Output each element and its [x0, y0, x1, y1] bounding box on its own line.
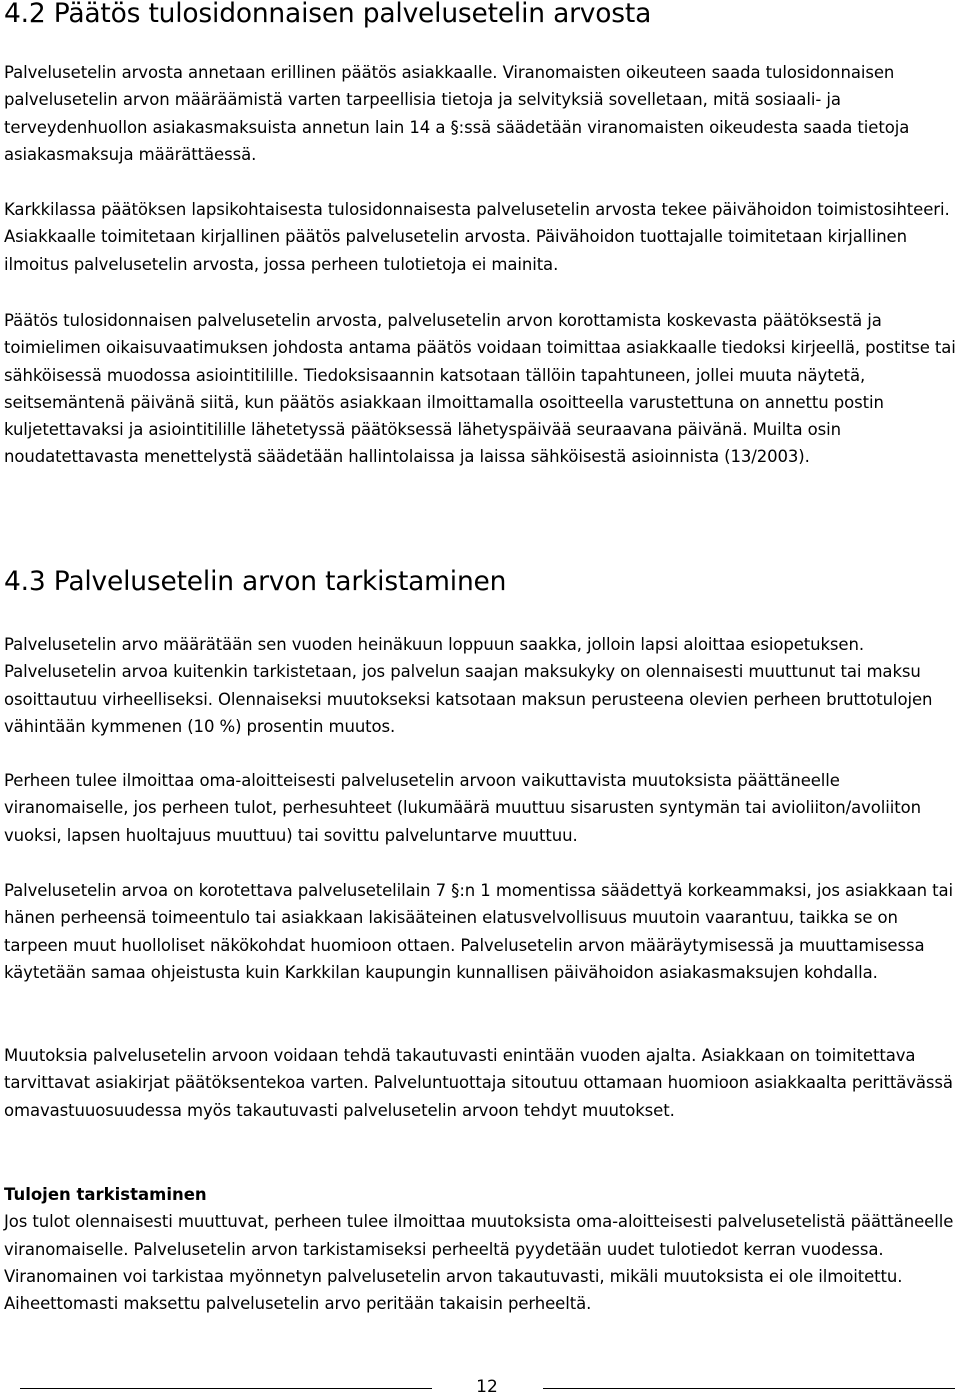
paragraph-text: Perheen tulee ilmoittaa oma-aloitteisesti palvelusetelin arvoon vaikuttavista muutoksista päättäneelle viranomaiselle, jos perheen tulot, perhesuhteet (lukumäärä muuttuu sisarusten syntymän tai avioliiton/avoliiton vuoksi, lapsen huoltajuus muuttuu) tai sovittu palveluntarve muuttuu.: [4, 771, 921, 845]
paragraph-text: Palvelusetelin arvoa on korotettava palvelusetelilain 7 §:n 1 momentissa säädettyä korkeammaksi, jos asiakkaan tai hänen perheensä toimeentulo tai asiakkaan lakisääteinen elatusvelvollisuus muutoin vaarantuu, taikka se on tarpeen muut huolloliset näkökohdat huomioon ottaen. Palvelusetelin arvon määräytymisessä ja muuttamisessa käytetään samaa ohjeistusta kuin Karkkilan kaupungin kunnallisen päivähoidon asiakasmaksujen kohdalla.: [4, 881, 953, 982]
paragraph-text: Muutoksia palvelusetelin arvoon voidaan tehdä takautuvasti enintään vuoden ajalta. Asiakkaan on toimitettava tarvittavat asiakirjat päätöksentekoa varten. Palveluntuottaja sitoutuu ottamaan huomioon asiakkaalta perittävässä omavastuuosuudessa myös takautuvasti palvelusetelin arvoon tehdyt muutokset.: [4, 1046, 953, 1120]
paragraph-text: Palvelusetelin arvosta annetaan erillinen päätös asiakkaalle. Viranomaisten oikeuteen saada tulosidonnaisen palvelusetelin arvon määräämistä varten tarpeellisia tietoja ja selvityksiä sovelletaan, mitä sosiaali- ja terveydenhuollon asiakasmaksuista annetun lain 14 a §:ssä säädetään viranomaisten oikeudesta saada tietoja asiakasmaksuja määrättäessä.: [4, 63, 910, 164]
footer-divider-right: [543, 1388, 955, 1389]
paragraph: [4, 767, 956, 849]
paragraph: [4, 1042, 956, 1124]
subsection: [4, 1181, 956, 1317]
paragraph-text: Karkkilassa päätöksen lapsikohtaisesta tulosidonnaisesta palvelusetelin arvosta tekee päivähoidon toimistosihteeri. Asiakkaalle toimitetaan kirjallinen päätös palvelusetelin arvosta. Päivähoidon tuottajalle toimitetaan kirjallinen ilmoitus palvelusetelin arvosta, jossa perheen tulotietoja ei mainita.: [4, 200, 950, 274]
paragraph: [4, 877, 956, 986]
footer-divider-left: [20, 1388, 432, 1389]
section-heading-4-3: 4.3 Palvelusetelin arvon tarkistaminen: [4, 566, 507, 597]
section-heading-4-2: 4.2 Päätös tulosidonnaisen palvelusetelin arvosta: [4, 0, 652, 29]
paragraph-text: Päätös tulosidonnaisen palvelusetelin arvosta, palvelusetelin arvon korottamista koskevasta päätöksestä ja toimielimen oikaisuvaatimuksen johdosta antama päätös voidaan toimittaa asiakkaalle tiedoksi kirjeellä, postitse tai sähköisessä muodossa asiointitilille. Tiedoksisaannin katsotaan tällöin tapahtuneen, jollei muuta näytetä, seitsemäntenä päivänä siitä, kun päätös asiakkaan ilmoittamalla osoitteella varustettuna on annettu postin kuljetettavaksi ja asiointitilille lähetetyssä päätöksessä lähetyspäivää seuraavana päivänä. Muilta osin noudatettavasta menettelystä säädetään hallintolaissa ja laissa sähköisestä asioinnista (13/2003).: [4, 311, 956, 467]
paragraph: [4, 59, 956, 168]
paragraph: [4, 631, 956, 740]
paragraph-text: Palvelusetelin arvo määrätään sen vuoden heinäkuun loppuun saakka, jolloin lapsi aloittaa esiopetuksen. Palvelusetelin arvoa kuitenkin tarkistetaan, jos palvelun saajan maksukyky on olennaisesti muuttunut tai maksu osoittautuu virheelliseksi. Olennaiseksi muutokseksi katsotaan maksun perusteena olevien perheen bruttotulojen vähintään kymmenen (10 %) prosentin muutos.: [4, 635, 933, 736]
page-number: 12: [476, 1377, 498, 1397]
paragraph: [4, 196, 956, 278]
paragraph-text: Jos tulot olennaisesti muuttuvat, perheen tulee ilmoittaa muutoksista oma-aloitteisesti palvelusetelistä päättäneelle viranomaiselle. Palvelusetelin arvon tarkistamiseksi perheeltä pyydetään uudet tulotiedot kerran vuodessa. Viranomainen voi tarkistaa myönnetyn palvelusetelin arvon takautuvasti, mikäli muutoksista ei ole ilmoitettu. Aiheettomasti maksettu palvelusetelin arvo peritään takaisin perheeltä.: [4, 1212, 954, 1314]
page-footer: [0, 1373, 960, 1399]
paragraph: [4, 307, 956, 471]
subsection-heading: Tulojen tarkistaminen: [4, 1185, 207, 1204]
